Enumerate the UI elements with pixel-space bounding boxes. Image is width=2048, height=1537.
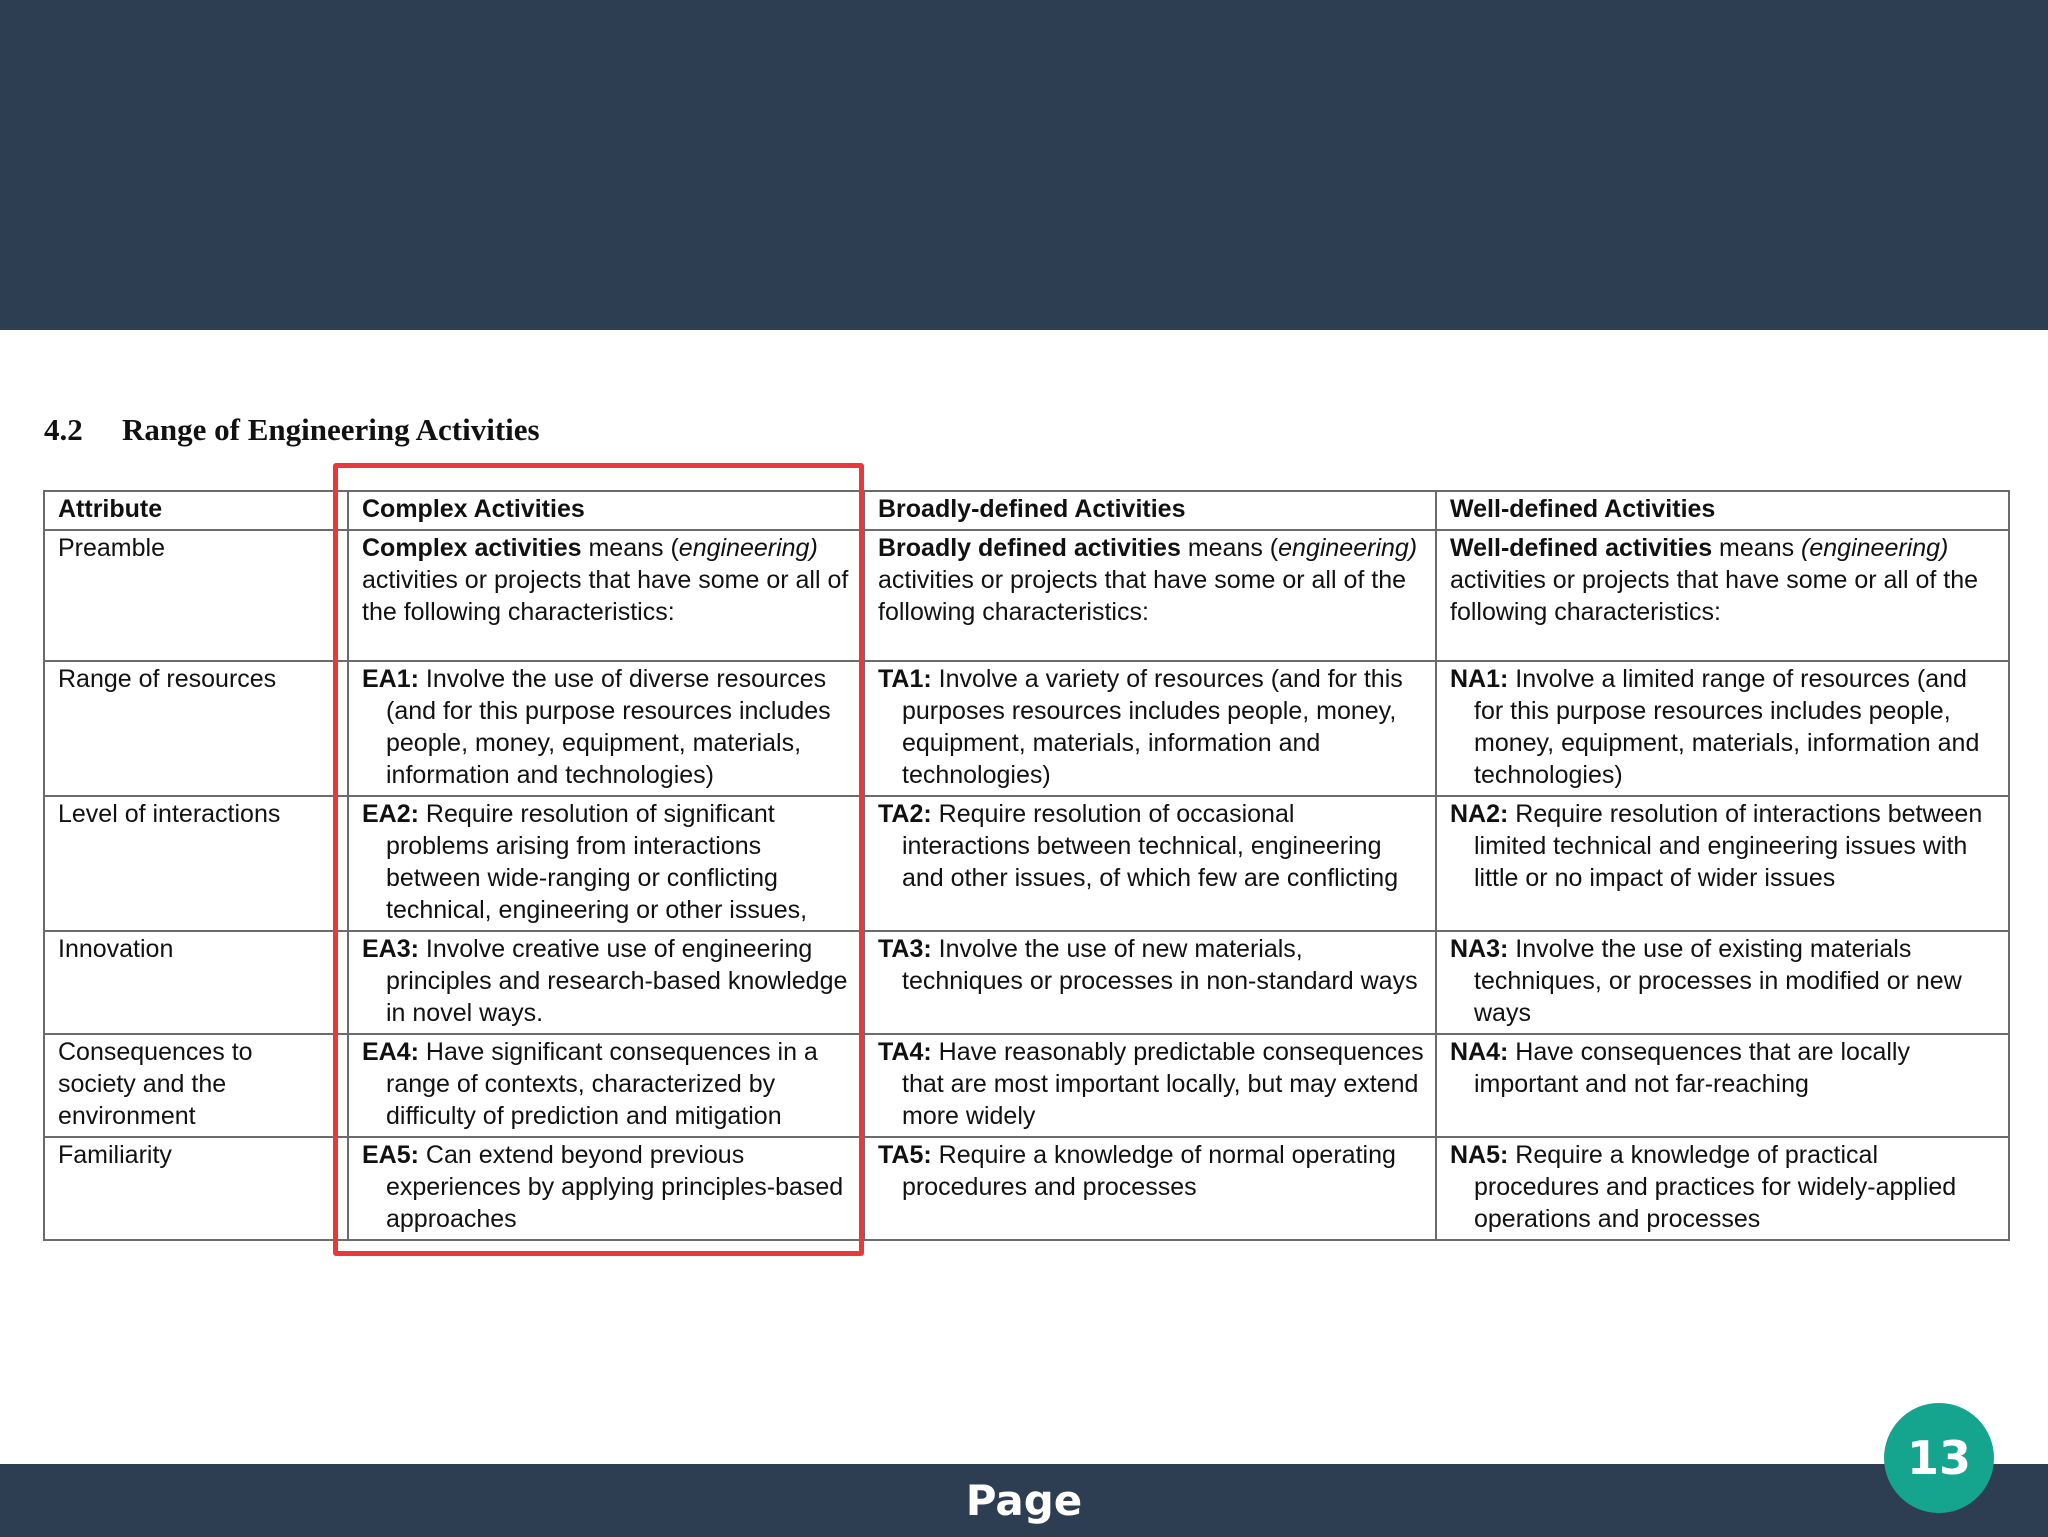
attribute-cell: Level of interactions (44, 796, 348, 931)
well-cell: NA2: Require resolution of interactions between limited technical and engineering issues with little or no impact of wider issues (1436, 796, 2009, 931)
table-row-preamble (44, 530, 2009, 661)
header-broadly-defined: Broadly-defined Activities (864, 491, 1436, 530)
header-band (0, 0, 2048, 330)
table-row-innovation (44, 931, 2009, 1034)
well-cell: NA3: Involve the use of existing materials techniques, or processes in modified or new ways (1436, 931, 2009, 1034)
complex-cell: EA1: Involve the use of diverse resources (and for this purpose resources includes people, money, equipment, materials, information and technologies) (348, 661, 864, 796)
table-row-familiarity (44, 1137, 2009, 1240)
attribute-cell: Range of resources (44, 661, 348, 796)
attribute-cell: Innovation (44, 931, 348, 1034)
header-well-defined: Well-defined Activities (1436, 491, 2009, 530)
table-row-level-of-interactions (44, 796, 2009, 931)
attribute-cell: Consequences to society and the environment (44, 1034, 348, 1137)
attribute-cell: Familiarity (44, 1137, 348, 1240)
engineering-activities-table (43, 490, 2010, 1241)
complex-cell: EA3: Involve creative use of engineering principles and research-based knowledge in novel ways. (348, 931, 864, 1034)
section-number: 4.2 (44, 412, 83, 447)
section-title: Range of Engineering Activities (122, 412, 540, 447)
complex-cell: EA2: Require resolution of significant problems arising from interactions between wide-ranging or conflicting technical, engineering or other issues, (348, 796, 864, 931)
broad-cell: TA1: Involve a variety of resources (and for this purposes resources includes people, money, equipment, materials, information and technologies) (864, 661, 1436, 796)
header-complex: Complex Activities (348, 491, 864, 530)
table-row-consequences (44, 1034, 2009, 1137)
broad-cell: TA5: Require a knowledge of normal operating procedures and processes (864, 1137, 1436, 1240)
preamble-well-cell: Well-defined activities means (engineering) activities or projects that have some or all of the following characteristics: (1436, 530, 2009, 661)
well-cell: NA5: Require a knowledge of practical procedures and practices for widely-applied operations and processes (1436, 1137, 2009, 1240)
preamble-complex-cell: Complex activities means (engineering) activities or projects that have some or all of the following characteristics: (348, 530, 864, 661)
section-heading (44, 412, 540, 448)
preamble-broad-cell: Broadly defined activities means (engineering) activities or projects that have some or all of the following characteristics: (864, 530, 1436, 661)
complex-cell: EA4: Have significant consequences in a range of contexts, characterized by difficulty of prediction and mitigation (348, 1034, 864, 1137)
broad-cell: TA2: Require resolution of occasional interactions between technical, engineering and other issues, of which few are conflicting (864, 796, 1436, 931)
well-cell: NA4: Have consequences that are locally important and not far-reaching (1436, 1034, 2009, 1137)
complex-cell: EA5: Can extend beyond previous experiences by applying principles-based approaches (348, 1137, 864, 1240)
table-row-range-of-resources (44, 661, 2009, 796)
header-attribute: Attribute (44, 491, 348, 530)
broad-cell: TA4: Have reasonably predictable consequences that are most important locally, but may extend more widely (864, 1034, 1436, 1137)
page-number-badge: 13 (1884, 1403, 1994, 1513)
table-header-row (44, 491, 2009, 530)
broad-cell: TA3: Involve the use of new materials, techniques or processes in non-standard ways (864, 931, 1436, 1034)
attribute-cell: Preamble (44, 530, 348, 661)
well-cell: NA1: Involve a limited range of resources (and for this purpose resources includes people, money, equipment, materials, information and technologies) (1436, 661, 2009, 796)
footer-page-label: Page (965, 1476, 1083, 1525)
